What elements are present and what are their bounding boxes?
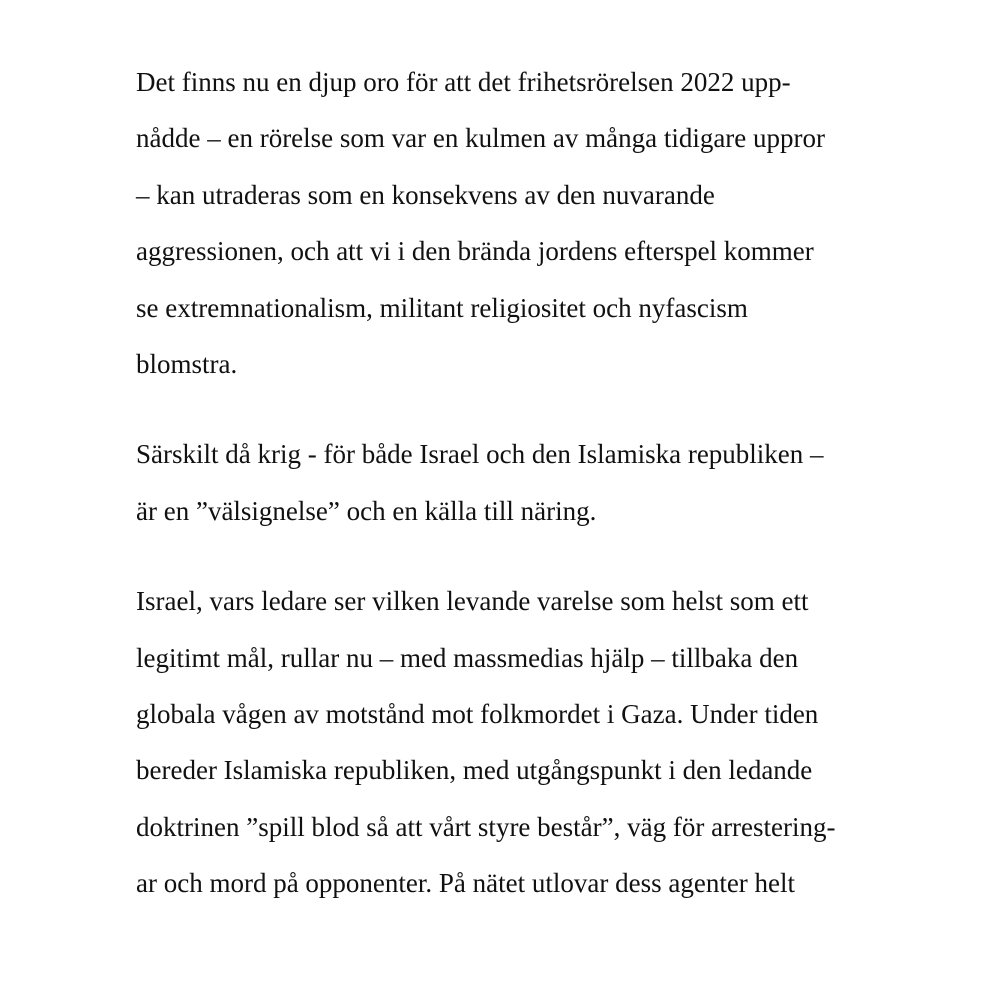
text-line: Det finns nu en djup oro för att det frihetsrörelsen 2022 upp-	[136, 67, 791, 97]
text-line: bereder Islamiska republiken, med utgångspunkt i den ledande	[136, 755, 813, 786]
paragraph-2	[136, 426, 896, 539]
paragraph-spacer	[136, 539, 896, 573]
text-line: Israel, vars ledare ser vilken levande varelse som helst som ett	[136, 586, 809, 617]
article-text	[136, 54, 896, 911]
paragraph-3	[136, 573, 896, 911]
text-line: – kan utraderas som en konsekvens av den nuvarande	[136, 179, 715, 210]
paragraph-1	[136, 54, 896, 392]
text-line: aggressionen, och att vi i den brända jordens efterspel kommer	[136, 236, 814, 267]
text-line: legitimt mål, rullar nu – med massmedias hjälp – tillbaka den	[136, 642, 799, 673]
paragraph-spacer	[136, 392, 896, 426]
text-line: doktrinen ”spill blod så att vårt styre består”, väg för arrestering-	[136, 811, 836, 842]
text-line: se extremnationalism, militant religiositet och nyfascism	[136, 292, 748, 323]
text-line: blomstra.	[136, 348, 238, 379]
text-line: ar och mord på opponenter. På nätet utlovar dess agenter helt	[136, 868, 796, 899]
text-line: är en ”välsignelse” och en källa till näring.	[136, 495, 597, 526]
text-line: globala vågen av motstånd mot folkmordet i Gaza. Under tiden	[136, 698, 819, 729]
text-line: nådde – en rörelse som var en kulmen av många tidigare uppror	[136, 123, 826, 154]
text-line: Särskilt då krig - för både Israel och den Islamiska republiken –	[136, 439, 824, 470]
